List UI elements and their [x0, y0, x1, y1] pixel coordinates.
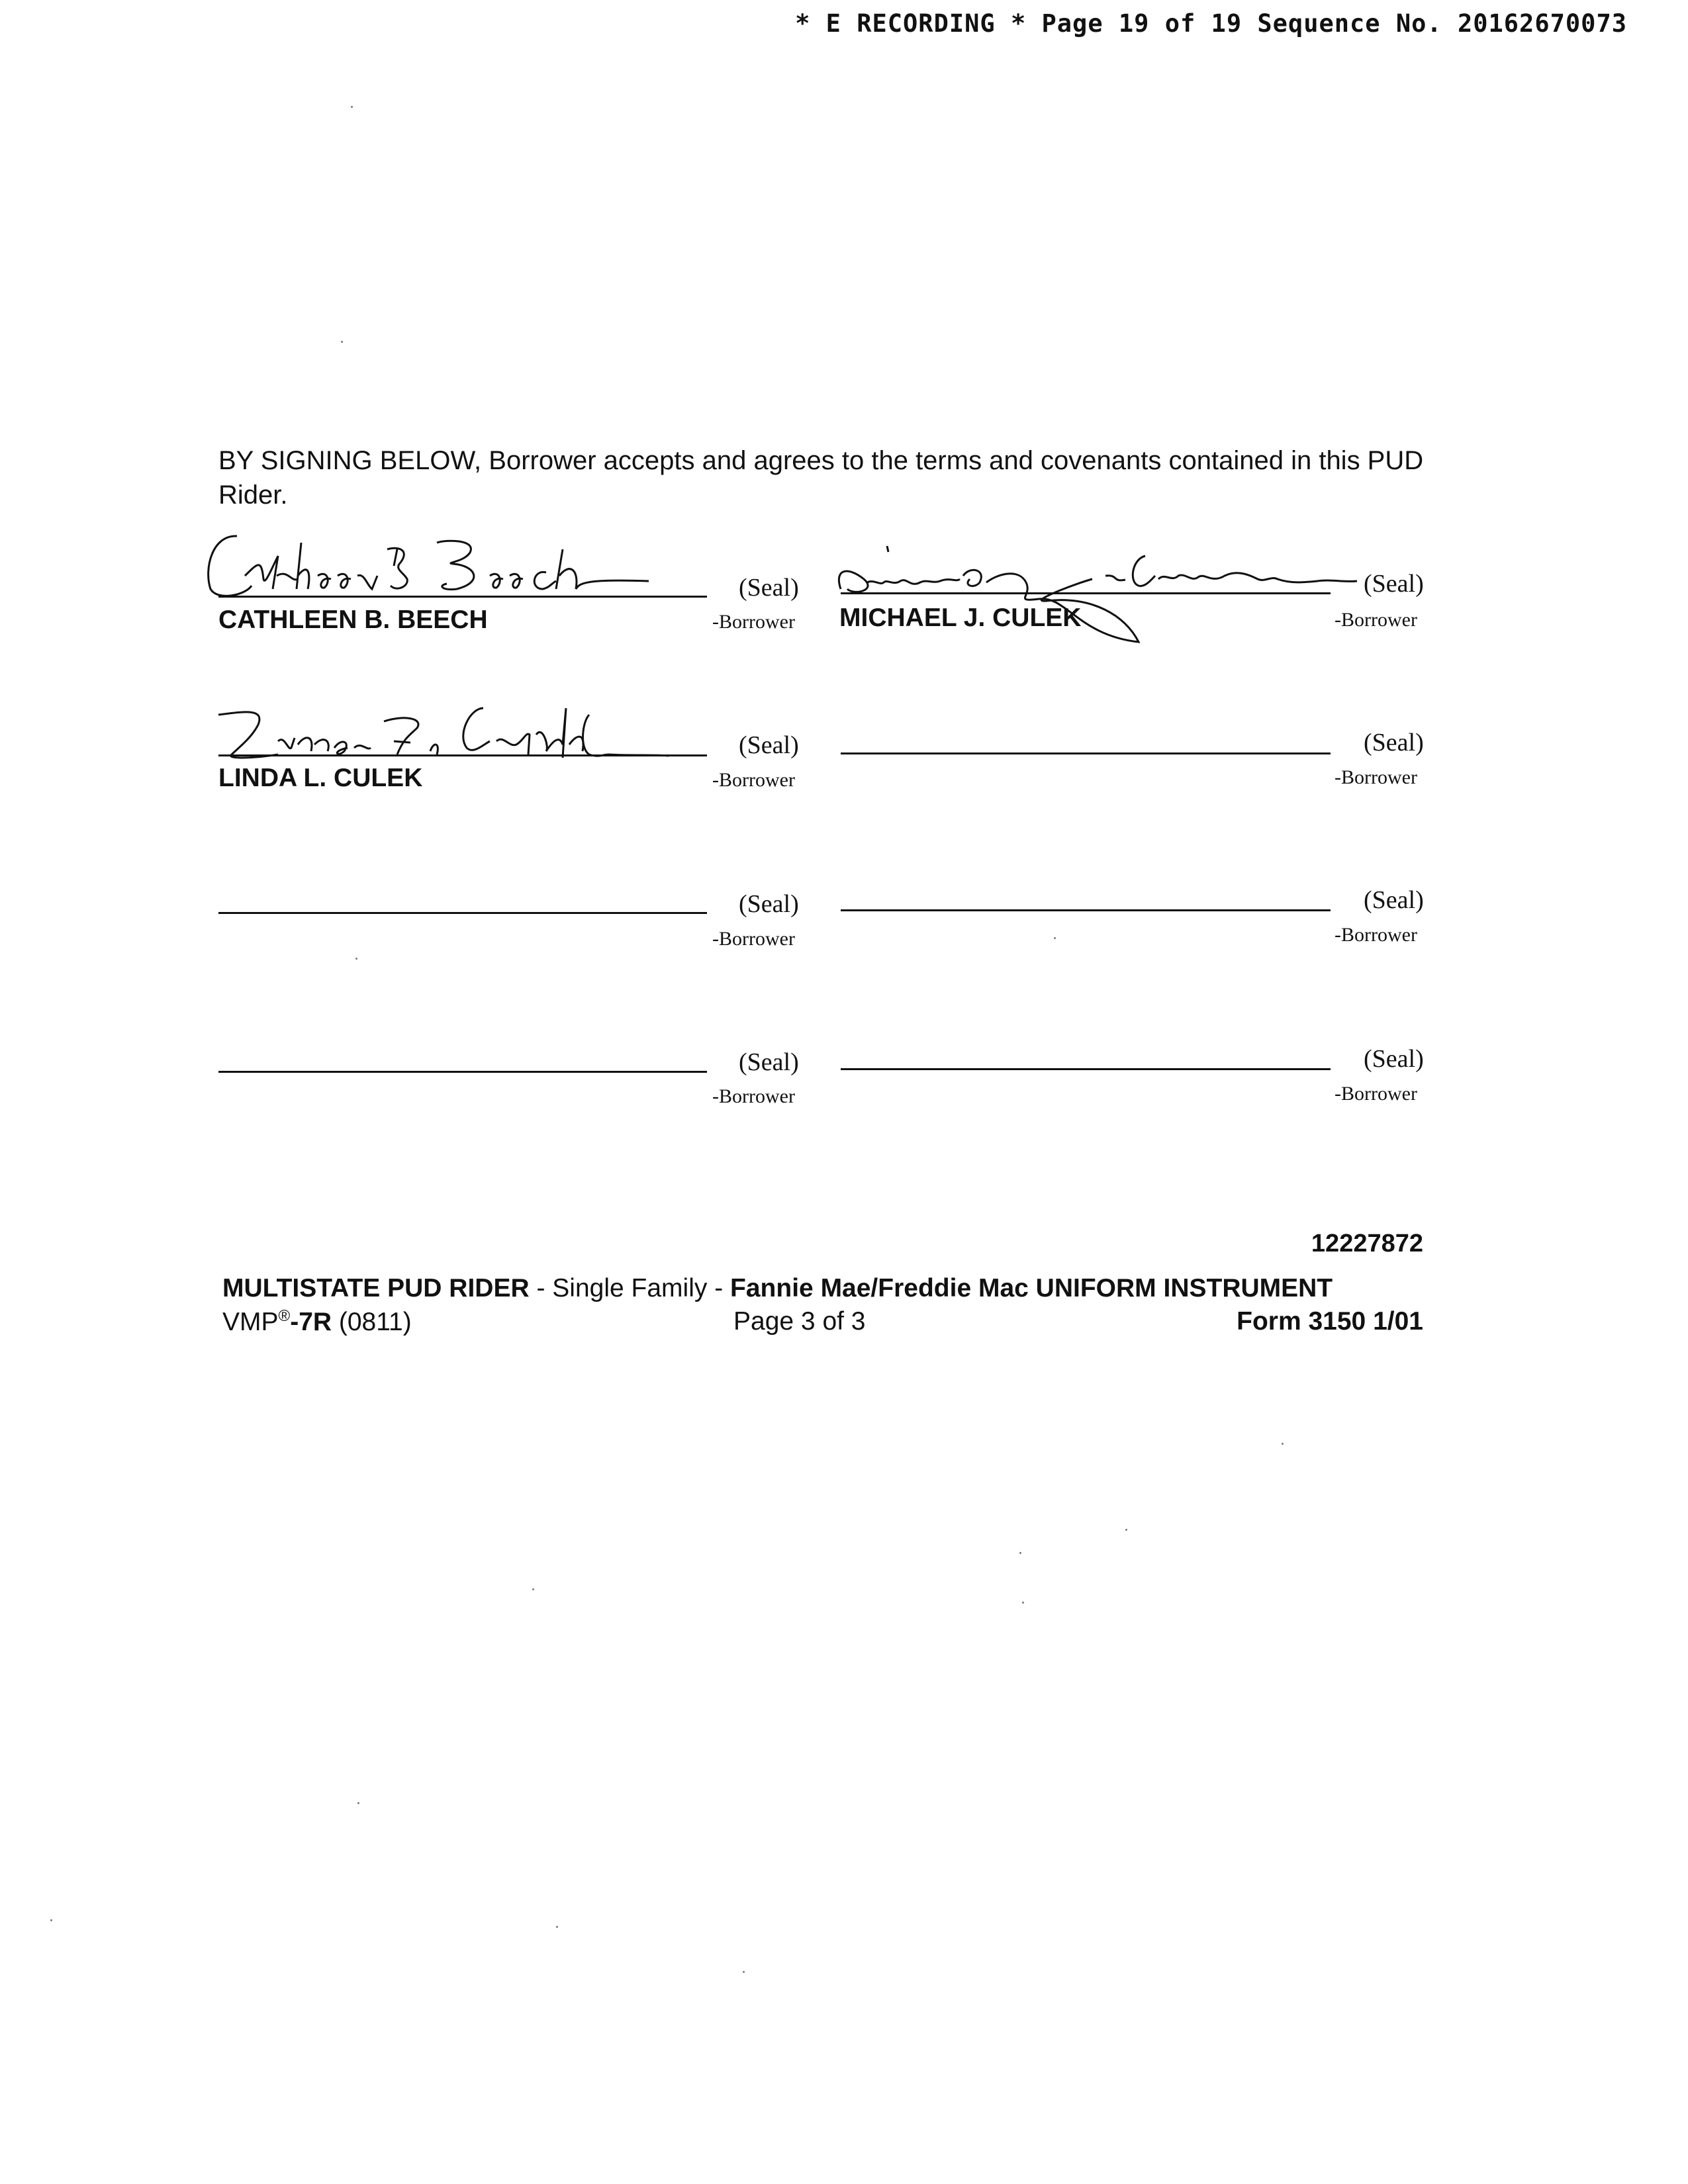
borrower-name-3: LINDA L. CULEK — [218, 764, 423, 792]
vmp-registered: ® — [278, 1307, 291, 1325]
page-number: Page 3 of 3 — [733, 1307, 866, 1336]
borrower-label-4: -Borrower — [1335, 766, 1417, 788]
borrower-name-2: MICHAEL J. CULEK — [839, 604, 1082, 632]
signature-linda-culek — [205, 695, 682, 768]
signature-line-2 — [841, 592, 1331, 594]
scan-speck — [1019, 1552, 1021, 1554]
scan-speck — [556, 1926, 558, 1928]
scan-speck — [1022, 1602, 1024, 1604]
vmp-version: (0811) — [332, 1308, 412, 1336]
vmp-code — [222, 1307, 412, 1337]
scan-speck — [743, 1971, 745, 1973]
borrower-label-7: -Borrower — [712, 1085, 795, 1107]
seal-label-7: (Seal) — [739, 1048, 799, 1076]
seal-label-1: (Seal) — [739, 574, 799, 602]
scan-speck — [355, 958, 357, 960]
scan-speck — [351, 106, 353, 108]
loan-number: 12227872 — [1311, 1230, 1423, 1257]
form-title-main: MULTISTATE PUD RIDER — [222, 1274, 530, 1302]
vmp-prefix: VMP — [222, 1308, 279, 1336]
signature-line-1 — [218, 596, 707, 598]
form-source: Fannie Mae/Freddie Mac UNIFORM INSTRUMENT — [730, 1274, 1333, 1302]
signature-line-5 — [218, 912, 707, 914]
scan-speck — [357, 1802, 359, 1804]
vmp-form-code: -7R — [290, 1308, 332, 1336]
seal-label-5: (Seal) — [739, 890, 799, 918]
scan-speck — [341, 341, 343, 343]
seal-label-4: (Seal) — [1364, 729, 1424, 756]
borrower-label-6: -Borrower — [1335, 924, 1417, 946]
borrower-label-3: -Borrower — [712, 769, 795, 791]
scan-speck — [532, 1588, 534, 1590]
signature-line-3 — [218, 754, 707, 756]
scan-speck — [50, 1919, 52, 1921]
borrower-label-2: -Borrower — [1335, 609, 1417, 631]
form-title-type: - Single Family - — [529, 1274, 731, 1302]
signature-line-4 — [841, 752, 1331, 754]
borrower-name-1: CATHLEEN B. BEECH — [218, 606, 488, 634]
seal-label-6: (Seal) — [1364, 886, 1424, 914]
signing-statement: BY SIGNING BELOW, Borrower accepts and agrees to the terms and covenants contained in this PUD Rider. — [218, 446, 1424, 510]
signature-line-8 — [841, 1068, 1331, 1070]
signature-michael-culek — [827, 543, 1423, 662]
seal-label-8: (Seal) — [1364, 1045, 1424, 1073]
recording-header: * E RECORDING * Page 19 of 19 Sequence No. 20162670073 — [795, 9, 1627, 38]
seal-label-3: (Seal) — [739, 731, 799, 759]
borrower-label-5: -Borrower — [712, 928, 795, 950]
borrower-label-1: -Borrower — [712, 611, 795, 633]
form-title — [222, 1274, 1333, 1303]
scan-speck — [1054, 937, 1056, 939]
signature-line-6 — [841, 909, 1331, 911]
signature-line-7 — [218, 1071, 707, 1073]
borrower-label-8: -Borrower — [1335, 1083, 1417, 1105]
form-number: Form 3150 1/01 — [1237, 1307, 1423, 1336]
scan-speck — [1282, 1443, 1284, 1445]
seal-label-2: (Seal) — [1364, 570, 1424, 598]
scan-speck — [1125, 1529, 1127, 1531]
